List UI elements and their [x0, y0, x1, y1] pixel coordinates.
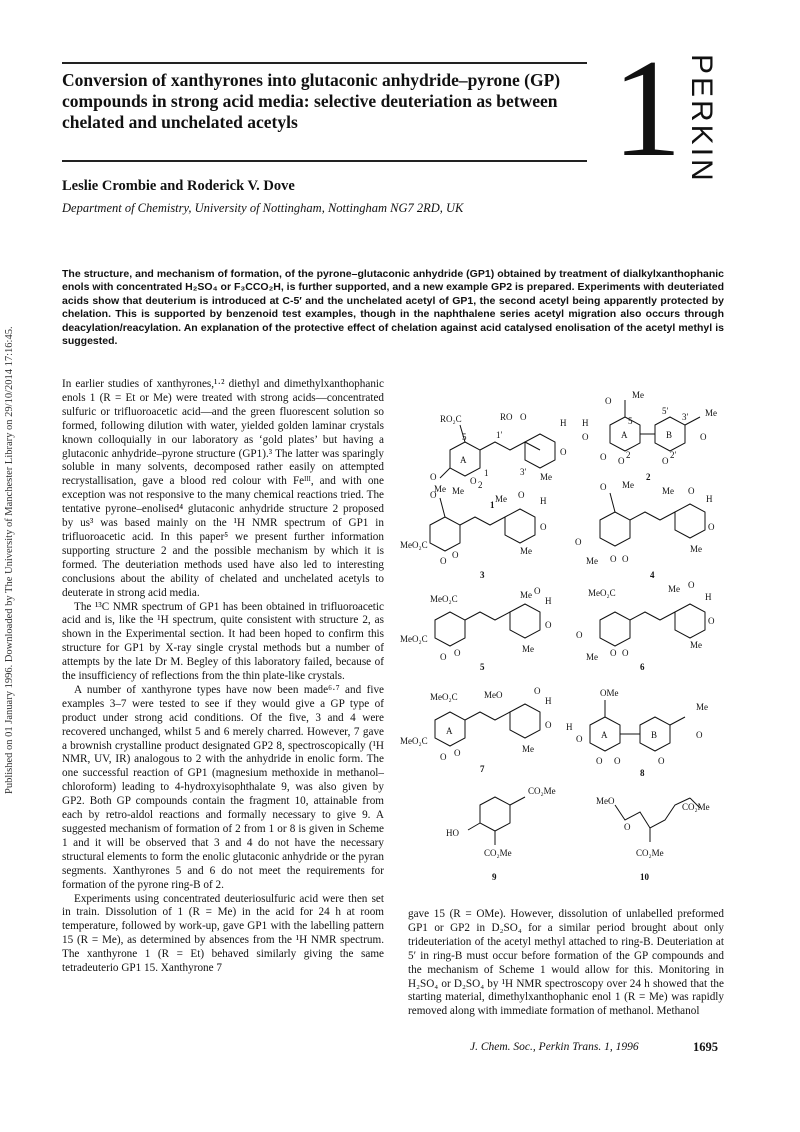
s4-label: O: [610, 554, 617, 564]
s1-label: Me: [540, 472, 552, 482]
s10-label: MeO: [596, 796, 615, 806]
s2-label: 2: [626, 450, 631, 460]
s8-label: Me: [696, 702, 708, 712]
s1-label: 3′: [520, 467, 527, 477]
structure-number: 10: [640, 872, 649, 882]
s7-label: O: [534, 686, 541, 696]
s2-label: O: [600, 452, 607, 462]
paragraph: gave 15 (R = OMe). However, dissolution of unlabelled preformed GP1 or GP2 in D₂SO₄ for a similar period brought about only trideuteriation of the acetyl methyl attached to ring-B. Deuteriation at 5′ in ring-B must occur before formation of the GP compounds and the mechanism of Scheme 1 would allow for this. Monitoring in H₂SO₄ or D₂SO₄ by ¹H NMR spectroscopy over 24 h showed that the starting material, dimethylxanthophanic enol 1 (R = Me) was rapidly removed along with immediate formation of methanol. Methanol: [408, 908, 724, 1018]
s4-label: Me: [586, 556, 598, 566]
s8-label: O: [596, 756, 603, 766]
s1-label: 2: [478, 480, 483, 490]
s1-label: O: [520, 412, 527, 422]
s5-label: H: [545, 596, 552, 606]
s10-label: O: [624, 822, 631, 832]
structure-8: [590, 700, 685, 751]
s4-label: O: [600, 482, 607, 492]
s5-label: O: [454, 648, 461, 658]
structure-number: 9: [492, 872, 497, 882]
body-right-column: [408, 908, 724, 1019]
s2-label: O: [700, 432, 707, 442]
structure-number: 4: [650, 570, 655, 580]
article-title: Conversion of xanthyrones into glutaconic anhydride–pyrone (GP) compounds in strong acid media: selective deuteriation as between chelated and unchelated acetyls: [62, 70, 561, 132]
s6-label: H: [705, 592, 712, 602]
s2-label: 2′: [670, 450, 677, 460]
s6-label: O: [610, 648, 617, 658]
structure-number: 5: [480, 662, 485, 672]
s6-label: O: [622, 648, 629, 658]
s2-label: O: [582, 432, 589, 442]
structure-7: [435, 704, 540, 746]
s6-label: MeO₂C: [588, 588, 616, 598]
s5-label: Me: [520, 590, 532, 600]
s2-label: Me: [705, 408, 717, 418]
s1-label: O: [470, 476, 477, 486]
s7-label: MeO₂C: [400, 736, 428, 746]
s2-label: A: [621, 430, 628, 440]
title-bottom-rule: [62, 160, 587, 162]
s8-label: O: [576, 734, 583, 744]
s1-label: A: [460, 455, 467, 465]
s7-label: Me: [522, 744, 534, 754]
s4-label: O: [622, 554, 629, 564]
s2-label: O: [618, 456, 625, 466]
s8-label: O: [658, 756, 665, 766]
s7-label: O: [440, 752, 447, 762]
structure-4: [600, 493, 705, 546]
s1-label: O: [430, 472, 437, 482]
page-number: 1695: [693, 1040, 718, 1054]
s4-label: O: [575, 537, 582, 547]
s8-label: OMe: [600, 688, 619, 698]
structure-number: 2: [646, 472, 651, 482]
s3-label: Me: [495, 494, 507, 504]
s9-label: CO₂Me: [484, 848, 512, 858]
s5-label: O: [545, 620, 552, 630]
perkin-logo-numeral: 1: [612, 31, 682, 186]
s10-label: CO₂Me: [636, 848, 664, 858]
s2-label: 5: [628, 416, 633, 426]
s1-label: H: [560, 418, 567, 428]
s6-label: O: [708, 616, 715, 626]
s2-label: O: [662, 456, 669, 466]
s3-label: MeO₂C: [400, 540, 428, 550]
paragraph: The ¹³C NMR spectrum of GP1 has been obtained in trifluoroacetic acid and is, like the ¹H spectrum, quite consistent with structure 2, as shown in the Experimental section. It had been hoped to confirm this structure for GP1 by X-ray single crystal methods but a number of attempts by the late Dr M. Begley of this laboratory failed, because of the insufficiency of reflections from the thin plate-like crystals.: [62, 600, 384, 683]
structure-number: 8: [640, 768, 645, 778]
s7-label: MeO: [484, 690, 503, 700]
paragraph: In earlier studies of xanthyrones,¹·² diethyl and dimethylxanthophanic enols 1 (R = Et or Me) were treated with strong acids—concentrated sulfuric or trifluoroacetic acid—and the green fluorescent solution so formed, following dilution with water, yielded golden laminar crystals known colloquially in our laboratory as ‘gold plates’ but having a glutaconic anhydride–pyrone structure (GP1).³ The latter was sparingly soluble in many solvents, decomposed rather easily on attempted recrystallisation, gave a blood red colour with Feᴵᴵᴵ, and with one exception was not responsive to the many chemical reactions tried. The tentative pyrone–enolised⁴ glutaconic anhydride structure 2 proposed by us³ was based mainly on the ¹H NMR spectrum of GP1 in trifluoroacetic acid. In this paper⁵ we present further information supporting structure 2 and the possible mechanism by which it is formed. The deuteriation methods used have also led to interesting conclusions about the ability of chelated and unchelated acetyls to deuterate in strong acid media.: [62, 378, 384, 599]
s2-label: 3′: [682, 412, 689, 422]
s1-label: 1: [484, 468, 489, 478]
s4-label: Me: [662, 486, 674, 496]
structure-9: [468, 797, 525, 845]
s3-label: O: [518, 490, 525, 500]
s2-label: 5′: [662, 406, 669, 416]
s5-label: MeO₂C: [400, 634, 428, 644]
s8-label: O: [614, 756, 621, 766]
s6-label: O: [576, 630, 583, 640]
s3-label: O: [452, 550, 459, 560]
s8-label: B: [651, 730, 658, 740]
s5-label: O: [440, 652, 447, 662]
s6-label: Me: [690, 640, 702, 650]
s2-label: B: [666, 430, 673, 440]
s7-label: H: [545, 696, 552, 706]
title-top-rule: [62, 62, 587, 64]
structure-number: 6: [640, 662, 645, 672]
s2-label: Me: [632, 390, 644, 400]
perkin-logo: [612, 31, 732, 190]
s4-label: O: [688, 486, 695, 496]
s6-label: Me: [586, 652, 598, 662]
chemical-structures: [400, 380, 730, 890]
body-left-column: [62, 378, 384, 976]
s6-label: Me: [668, 584, 680, 594]
abstract: The structure, and mechanism of formation, of the pyrone–glutaconic anhydride (GP1) obtained by treatment of dialkylxanthophanic enols with concentrated H₂SO₄ or F₃CCO₂H, is further supported, and a new example GP2 is prepared. Experiments with deuteriated acids show that deuterium is introduced at C-5′ and the unchelated acetyl of GP1, the second acetyl being apparently protected by chelation. This is supported by benzenoid test examples, though in the naphthalene series acetyl migration also occurs through deacylation/reacylation. An explanation of the protective effect of chelation against acid catalysed enolisation of the acetyl methyl is suggested.: [62, 268, 724, 348]
s7-label: MeO₂C: [430, 692, 458, 702]
structure-number: 1: [490, 500, 495, 510]
s8-label: O: [696, 730, 703, 740]
s9-label: CO₂Me: [528, 786, 556, 796]
paragraph: Experiments using concentrated deuteriosulfuric acid were then set in train. Dissolution of 1 (R = Me) in the acid for 24 h at room temperature, followed by work-up, gave GP1 with the labelling pattern 15 (R = Me), as determined by absences from the ¹H NMR spectrum. The xanthyrone 1 (R = Et) behaved similarly giving the same tetradeuterio GP1 15. Xanthyrone 7: [62, 892, 384, 975]
s1-label: 1′: [496, 430, 503, 440]
s5-label: O: [534, 586, 541, 596]
s3-label: O: [440, 556, 447, 566]
s10-label: CO₂Me: [682, 802, 710, 812]
download-notice: Published on 01 January 1996. Downloaded by The University of Manchester Library on 29/10/2014 17:16:45.: [4, 326, 15, 794]
s8-label: H: [566, 722, 573, 732]
paragraph: A number of xanthyrone types have now been made⁶·⁷ and five examples 3–7 were tested to see if they would give a GP type of product under strong acid conditions. Of the five, 3 and 4 were recovered unchanged, whilst 5 and 6 merely charred. However, 7 gave a brownish crystalline product designated GP2 8, spectroscopically (¹H NMR, UV, IR) analogous to 2 with the anhydride in enolic form. The one successful reaction of GP1 (magnesium methoxide in methanol–chloroform) leading to 4-hydroxyisophthalate 9, was also given by GP2. Both GP compounds contain the fragment 10, attainable from each by retro-aldol reactions and formally necessary to give 9. A suggested mechanism of formation of 2 from 1 or 8 is given in Scheme 1 and it will be observed that 3 and 4 do not have the necessary structural elements to form the enolic glutaconic anhydride or the pyran segments. Xanthyrones 5 and 6 do not meet the requirements for formation of the pyrone ring-B of 2.: [62, 683, 384, 891]
s3-label: O: [430, 490, 437, 500]
s1-label: RO₂C: [440, 414, 462, 424]
authors: Leslie Crombie and Roderick V. Dove: [62, 178, 295, 194]
s3-label: Me: [520, 546, 532, 556]
s3-label: Me: [452, 486, 464, 496]
structure-3: [430, 498, 535, 551]
structure-number: 7: [480, 764, 485, 774]
s4-label: O: [708, 522, 715, 532]
s3-label: H: [540, 496, 547, 506]
s8-label: A: [601, 730, 608, 740]
structure-2: [610, 400, 700, 451]
s2-label: O: [605, 396, 612, 406]
s9-label: HO: [446, 828, 459, 838]
s7-label: O: [545, 720, 552, 730]
s1-label: O: [560, 447, 567, 457]
structure-number: 3: [480, 570, 485, 580]
s1-label: 5: [462, 432, 467, 442]
s5-label: MeO₂C: [430, 594, 458, 604]
structure-5: [435, 604, 540, 646]
s4-label: Me: [622, 480, 634, 490]
journal-citation: J. Chem. Soc., Perkin Trans. 1, 1996: [470, 1041, 639, 1053]
s6-label: O: [688, 580, 695, 590]
s5-label: Me: [522, 644, 534, 654]
affiliation: Department of Chemistry, University of Nottingham, Nottingham NG7 2RD, UK: [62, 201, 464, 215]
s4-label: Me: [690, 544, 702, 554]
s7-label: A: [446, 726, 453, 736]
s4-label: H: [706, 494, 713, 504]
s1-label: RO: [500, 412, 513, 422]
s1-label: Me: [434, 484, 446, 494]
s2-label: H: [582, 418, 589, 428]
s7-label: O: [454, 748, 461, 758]
perkin-logo-word: PERKIN: [685, 54, 718, 184]
s3-label: O: [540, 522, 547, 532]
